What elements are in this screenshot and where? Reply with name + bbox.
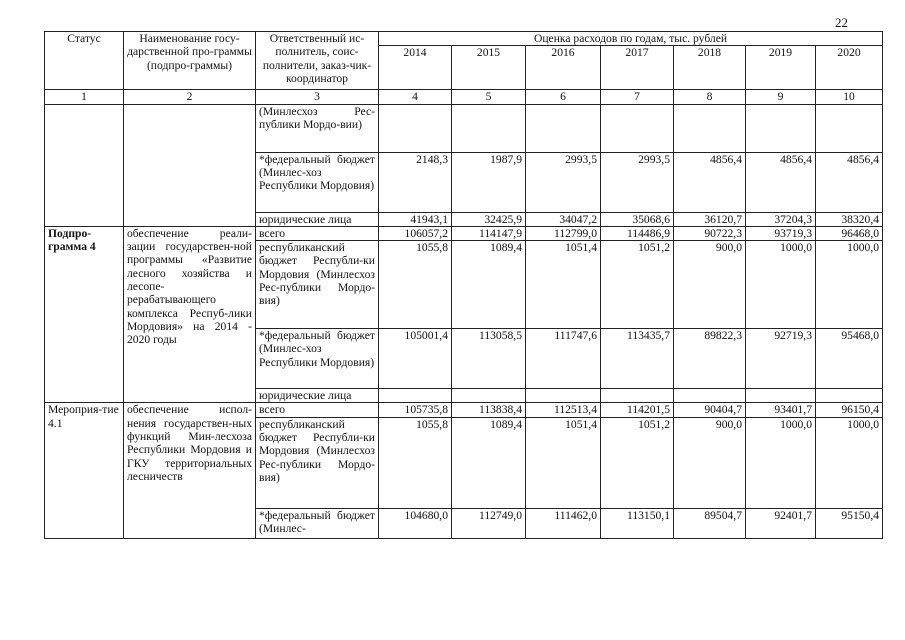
value-cell: 96468,0 — [816, 226, 883, 240]
column-number: 1 — [45, 90, 124, 104]
program-name-cell — [124, 104, 256, 226]
value-cell — [379, 389, 452, 403]
value-cell: 96150,4 — [816, 403, 883, 417]
executor-cell: республиканский бюджет Республи-ки Мордовия (Минлесхоз Рес-публики Мордо-вия) — [256, 241, 379, 329]
value-cell: 93401,7 — [746, 403, 816, 417]
program-name-cell: обеспечение испол-нения государствен-ных функций Мин-лесхоза Республики Мордовия и ГКУ территориальных лесничеств — [124, 403, 256, 538]
value-cell — [674, 104, 746, 152]
value-cell: 105735,8 — [379, 403, 452, 417]
executor-cell: *федеральный бюджет (Минлес-хоз Республики Мордовия) — [256, 152, 379, 212]
value-cell: 41943,1 — [379, 212, 452, 226]
value-cell: 1055,8 — [379, 417, 452, 508]
executor-cell: юридические лица — [256, 389, 379, 403]
value-cell: 106057,2 — [379, 226, 452, 240]
value-cell: 2993,5 — [601, 152, 674, 212]
value-cell — [746, 104, 816, 152]
value-cell: 93719,3 — [746, 226, 816, 240]
value-cell: 114486,9 — [601, 226, 674, 240]
header-row — [45, 32, 883, 46]
value-cell: 95150,4 — [816, 508, 883, 538]
year-header: 2015 — [452, 46, 526, 90]
value-cell: 105001,4 — [379, 329, 452, 389]
column-number: 9 — [746, 90, 816, 104]
value-cell — [601, 389, 674, 403]
value-cell — [379, 104, 452, 152]
value-cell — [816, 389, 883, 403]
value-cell: 1089,4 — [452, 241, 526, 329]
page-number: 22 — [835, 15, 848, 30]
table-row — [45, 104, 883, 152]
column-number: 2 — [124, 90, 256, 104]
value-cell: 1089,4 — [452, 417, 526, 508]
year-header: 2019 — [746, 46, 816, 90]
value-cell: 89504,7 — [674, 508, 746, 538]
value-cell: 1000,0 — [816, 417, 883, 508]
value-cell — [452, 389, 526, 403]
value-cell: 113838,4 — [452, 403, 526, 417]
value-cell — [452, 104, 526, 152]
value-cell: 900,0 — [674, 417, 746, 508]
value-cell — [526, 389, 601, 403]
year-header: 2017 — [601, 46, 674, 90]
value-cell: 1051,2 — [601, 241, 674, 329]
value-cell: 89822,3 — [674, 329, 746, 389]
value-cell: 111747,6 — [526, 329, 601, 389]
value-cell: 36120,7 — [674, 212, 746, 226]
table-row — [45, 403, 883, 417]
executor-cell: *федеральный бюджет (Минлес-хоз Республики Мордовия) — [256, 329, 379, 389]
value-cell — [816, 104, 883, 152]
status-cell: Мероприя-тие 4.1 — [45, 403, 124, 538]
value-cell: 95468,0 — [816, 329, 883, 389]
status-cell: Подпро-грамма 4 — [45, 226, 124, 403]
value-cell: 35068,6 — [601, 212, 674, 226]
column-number: 10 — [816, 90, 883, 104]
column-number: 6 — [526, 90, 601, 104]
column-number: 4 — [379, 90, 452, 104]
column-number: 7 — [601, 90, 674, 104]
value-cell: 114201,5 — [601, 403, 674, 417]
value-cell: 114147,9 — [452, 226, 526, 240]
year-header: 2018 — [674, 46, 746, 90]
value-cell: 112799,0 — [526, 226, 601, 240]
value-cell: 111462,0 — [526, 508, 601, 538]
value-cell — [674, 389, 746, 403]
value-cell: 104680,0 — [379, 508, 452, 538]
value-cell: 1051,4 — [526, 241, 601, 329]
value-cell: 1051,2 — [601, 417, 674, 508]
column-number: 3 — [256, 90, 379, 104]
value-cell: 2993,5 — [526, 152, 601, 212]
value-cell: 4856,4 — [674, 152, 746, 212]
executor-cell: всего — [256, 403, 379, 417]
column-number: 8 — [674, 90, 746, 104]
executor-cell: республиканский бюджет Республи-ки Мордовия (Минлесхоз Рес-публики Мордо-вия) — [256, 417, 379, 508]
value-cell: 1987,9 — [452, 152, 526, 212]
table-row — [45, 226, 883, 240]
value-cell: 1051,4 — [526, 417, 601, 508]
status-cell — [45, 104, 124, 226]
year-header: 2014 — [379, 46, 452, 90]
value-cell: 92719,3 — [746, 329, 816, 389]
status-header: Статус — [45, 32, 124, 90]
year-header: 2016 — [526, 46, 601, 90]
value-cell: 113150,1 — [601, 508, 674, 538]
value-cell: 90404,7 — [674, 403, 746, 417]
value-cell: 1000,0 — [746, 417, 816, 508]
program-name-cell: обеспечение реали-зации государствен-ной программы «Развитие лесного хозяйства и лесопе-рерабатывающего комплекса Респуб-лики Мордовия» на 2014 - 2020 годы — [124, 226, 256, 403]
executor-cell: всего — [256, 226, 379, 240]
value-cell — [601, 104, 674, 152]
value-cell: 1000,0 — [746, 241, 816, 329]
value-cell: 112749,0 — [452, 508, 526, 538]
value-cell: 1055,8 — [379, 241, 452, 329]
value-cell: 90722,3 — [674, 226, 746, 240]
executor-header: Ответственный ис-полнитель, соис-полнители, заказ-чик-координатор — [256, 32, 379, 90]
value-cell: 900,0 — [674, 241, 746, 329]
executor-cell: *федеральный бюджет (Минлес- — [256, 508, 379, 538]
value-cell: 4856,4 — [816, 152, 883, 212]
estimate-header: Оценка расходов по годам, тыс. рублей — [379, 32, 883, 46]
value-cell: 113058,5 — [452, 329, 526, 389]
budget-table — [44, 31, 883, 539]
value-cell: 37204,3 — [746, 212, 816, 226]
value-cell: 32425,9 — [452, 212, 526, 226]
value-cell — [746, 389, 816, 403]
value-cell: 112513,4 — [526, 403, 601, 417]
program-name-header: Наименование госу-дарственной про-граммы (подпро-граммы) — [124, 32, 256, 90]
year-header: 2020 — [816, 46, 883, 90]
value-cell: 2148,3 — [379, 152, 452, 212]
value-cell: 34047,2 — [526, 212, 601, 226]
executor-cell: (Минлесхоз Рес-публики Мордо-вии) — [256, 104, 379, 152]
value-cell: 92401,7 — [746, 508, 816, 538]
value-cell: 1000,0 — [816, 241, 883, 329]
column-numbers-row — [45, 90, 883, 104]
value-cell: 4856,4 — [746, 152, 816, 212]
value-cell — [526, 104, 601, 152]
value-cell: 38320,4 — [816, 212, 883, 226]
executor-cell: юридические лица — [256, 212, 379, 226]
column-number: 5 — [452, 90, 526, 104]
value-cell: 113435,7 — [601, 329, 674, 389]
